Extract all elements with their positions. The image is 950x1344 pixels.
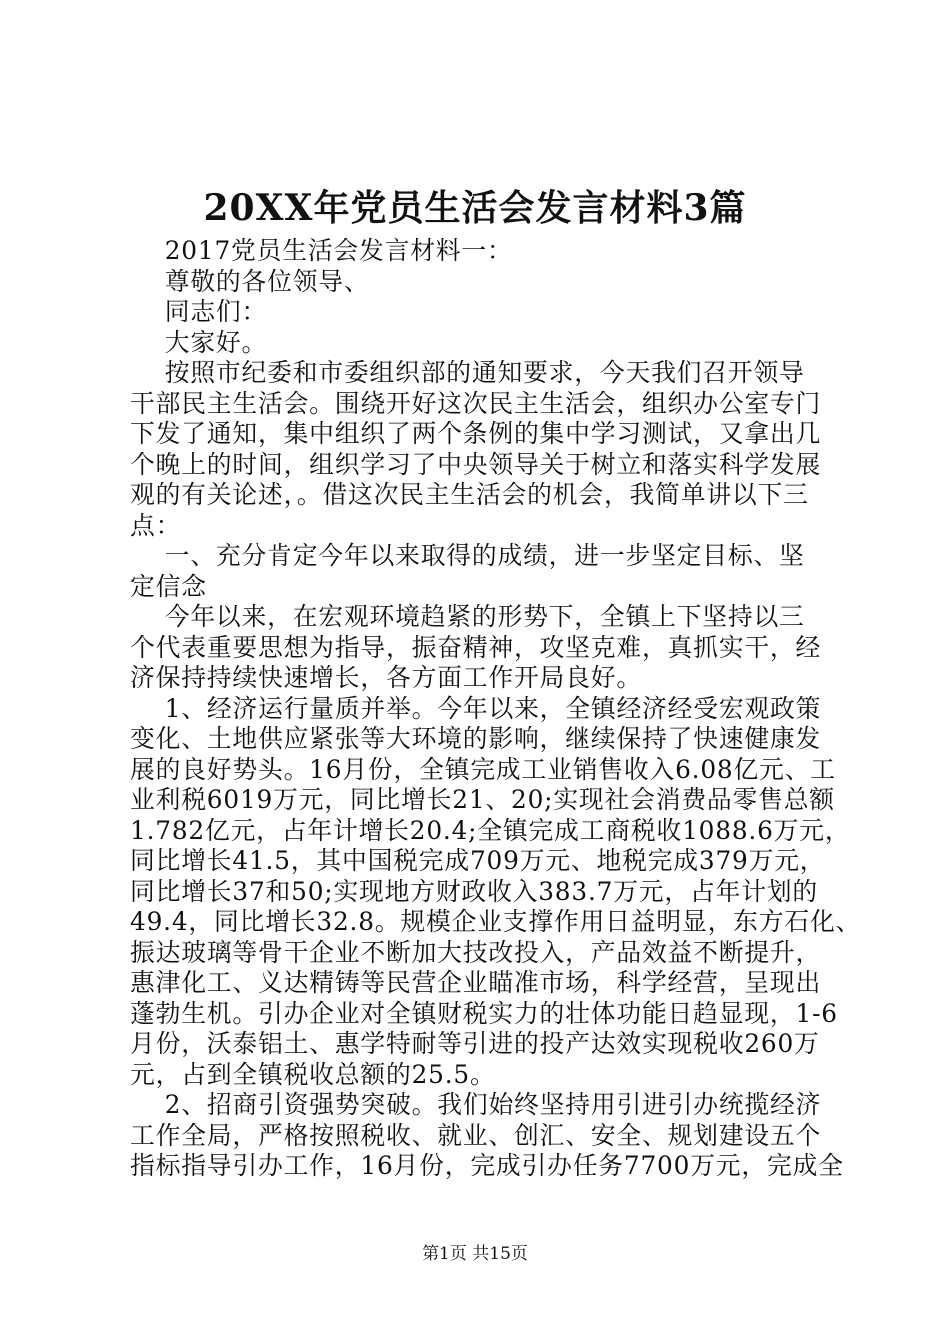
- text-line: 元，占到全镇税收总额的25.5。: [130, 1059, 496, 1089]
- text-line: 月份，沃泰铝土、惠学特耐等引进的投产达效实现税收260万: [130, 1029, 820, 1058]
- text-line: 按照市纪委和市委组织部的通知要求，今天我们召开领导: [130, 358, 805, 387]
- document-title: 20XX年党员生活会发言材料3篇: [203, 187, 747, 229]
- text-line: 下发了通知，集中组织了两个条例的集中学习测试，又拿出几: [130, 419, 822, 448]
- text-line: 49.4，同比增长32.8。规模企业支撑作用日益明显，东方石化、: [130, 907, 862, 936]
- page-footer: 第1页 共15页: [422, 1244, 528, 1264]
- text-line: 1.782亿元，占年计增长20.4;全镇完成工商税收1088.6万元，: [130, 815, 851, 845]
- text-line: 同志们：: [130, 297, 268, 326]
- text-line: 变化、土地供应紧张等大环境的影响，继续保持了快速健康发: [130, 724, 822, 753]
- text-line: 业利税6019万元，同比增长21、20;实现社会消费品零售总额: [130, 785, 835, 814]
- text-line: 振达玻璃等骨干企业不断加大技改投入，产品效益不断提升，: [130, 937, 822, 967]
- text-line: 同比增长37和50;实现地方财政收入383.7万元，占年计划的: [130, 876, 818, 906]
- text-line: 干部民主生活会。围绕开好这次民主生活会，组织办公室专门: [130, 388, 822, 418]
- text-line: 今年以来，在宏观环境趋紧的形势下，全镇上下坚持以三: [130, 602, 805, 631]
- text-line: 2、招商引资强势突破。我们始终坚持用引进引办统揽经济: [130, 1090, 822, 1119]
- text-line: 1、经济运行量质并举。今年以来，全镇经济经受宏观政策: [130, 693, 822, 723]
- text-line: 个晚上的时间，组织学习了中央领导关于树立和落实科学发展: [130, 449, 822, 479]
- text-line: 2017党员生活会发言材料一：: [130, 236, 513, 265]
- text-line: 惠津化工、义达精铸等民营企业瞄准市场，科学经营，呈现出: [130, 968, 822, 997]
- text-line: 济保持持续快速增长，各方面工作开局良好。: [130, 663, 642, 692]
- text-line: 蓬勃生机。引办企业对全镇财税实力的壮体功能日趋显现，1-6: [130, 998, 838, 1028]
- text-line: 大家好。: [130, 327, 268, 357]
- text-line: 定信念: [130, 571, 207, 601]
- text-line: 展的良好势头。16月份，全镇完成工业销售收入6.08亿元、工: [130, 754, 836, 784]
- text-line: 观的有关论述，。借这次民主生活会的机会，我简单讲以下三: [130, 480, 809, 509]
- text-line: 一、充分肯定今年以来取得的成绩，进一步坚定目标、坚: [130, 541, 805, 570]
- text-line: 点：: [130, 510, 182, 540]
- text-line: 指标指导引办工作，16月份，完成引办任务7700万元，完成全: [130, 1151, 844, 1180]
- text-line: 同比增长41.5，其中国税完成709万元、地税完成379万元，: [130, 846, 826, 875]
- text-line: 尊敬的各位领导、: [130, 266, 370, 296]
- text-line: 个代表重要思想为指导，振奋精神，攻坚克难，真抓实干，经: [130, 632, 822, 662]
- document-body: [130, 236, 862, 1182]
- text-line: 工作全局，严格按照税收、就业、创汇、安全、规划建设五个: [130, 1120, 822, 1150]
